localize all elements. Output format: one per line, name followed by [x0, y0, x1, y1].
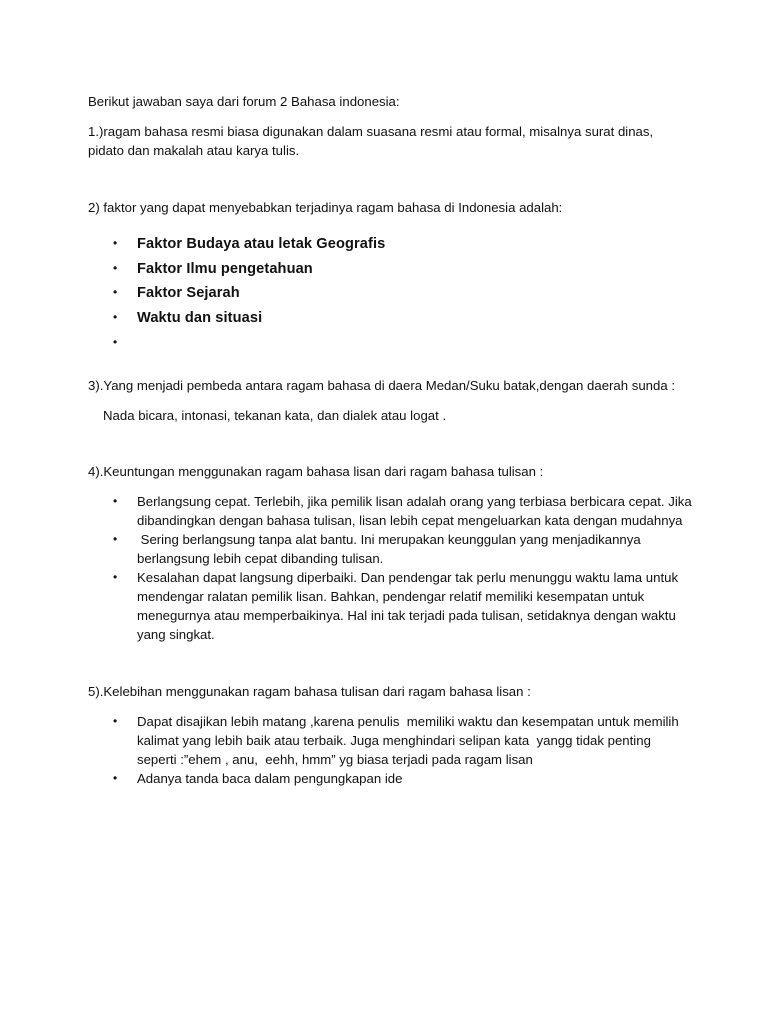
list-item-text: Waktu dan situasi [137, 310, 263, 326]
list-item-text: berlangsung lebih cepat dibanding tulisan. [137, 551, 384, 566]
list-item-text: Faktor Ilmu pengetahuan [137, 261, 313, 277]
intro-line: Berikut jawaban saya dari forum 2 Bahasa indonesia: [88, 94, 400, 109]
bullet-icon: • [113, 494, 118, 508]
bullet-icon: • [113, 310, 118, 324]
answer-1-line-2: pidato dan makalah atau karya tulis. [88, 143, 300, 158]
list-item-text: Dapat disajikan lebih matang ,karena penulis memiliki waktu dan kesempatan untuk memilih [137, 714, 679, 729]
question-4-heading: 4).Keuntungan menggunakan ragam bahasa lisan dari ragam bahasa tulisan : [88, 464, 544, 479]
list-item-text: mendengar ralatan pemilik lisan. Bahkan, pendengar relatif memiliki kesempatan untuk [137, 589, 645, 604]
bullet-icon: • [113, 261, 118, 275]
list-item-text: Berlangsung cepat. Terlebih, jika pemilik lisan adalah orang yang terbiasa berbicara cepat. Jika [137, 494, 692, 509]
answer-3: Nada bicara, intonasi, tekanan kata, dan dialek atau logat . [103, 408, 447, 423]
question-2-heading: 2) faktor yang dapat menyebabkan terjadinya ragam bahasa di Indonesia adalah: [88, 200, 563, 215]
list-item-text: Sering berlangsung tanpa alat bantu. Ini merupakan keunggulan yang menjadikannya [137, 532, 641, 547]
question-5-heading: 5).Kelebihan menggunakan ragam bahasa tulisan dari ragam bahasa lisan : [88, 684, 531, 699]
list-item-text: kalimat yang lebih baik atau terbaik. Juga menghindari selipan kata yangg tidak penting [137, 733, 651, 748]
answer-1-line-1: 1.)ragam bahasa resmi biasa digunakan dalam suasana resmi atau formal, misalnya surat dinas, [88, 124, 654, 139]
list-item-text: Adanya tanda baca dalam pengungkapan ide [137, 771, 403, 786]
bullet-icon: • [113, 335, 118, 349]
list-item-text: yang singkat. [137, 627, 215, 642]
list-item-text: dibandingkan dengan bahasa tulisan, lisan lebih cepat mengeluarkan kata dengan mudahnya [137, 513, 683, 528]
bullet-icon: • [113, 236, 118, 250]
list-item-text: Faktor Budaya atau letak Geografis [137, 236, 386, 252]
bullet-icon: • [113, 285, 118, 299]
bullet-icon: • [113, 532, 118, 546]
list-item-text: menegurnya atau memperbaikinya. Hal ini tak terjadi pada tulisan, setidaknya dengan waktu [137, 608, 676, 623]
question-3-heading: 3).Yang menjadi pembeda antara ragam bahasa di daera Medan/Suku batak,dengan daerah sunda : [88, 378, 676, 393]
bullet-icon: • [113, 570, 118, 584]
list-item-text: seperti :”ehem , anu, eehh, hmm” yg biasa terjadi pada ragam lisan [137, 752, 533, 767]
list-item-text: Kesalahan dapat langsung diperbaiki. Dan pendengar tak perlu menunggu waktu lama untuk [137, 570, 679, 585]
bullet-icon: • [113, 714, 118, 728]
bullet-icon: • [113, 771, 118, 785]
list-item-text: Faktor Sejarah [137, 285, 240, 301]
